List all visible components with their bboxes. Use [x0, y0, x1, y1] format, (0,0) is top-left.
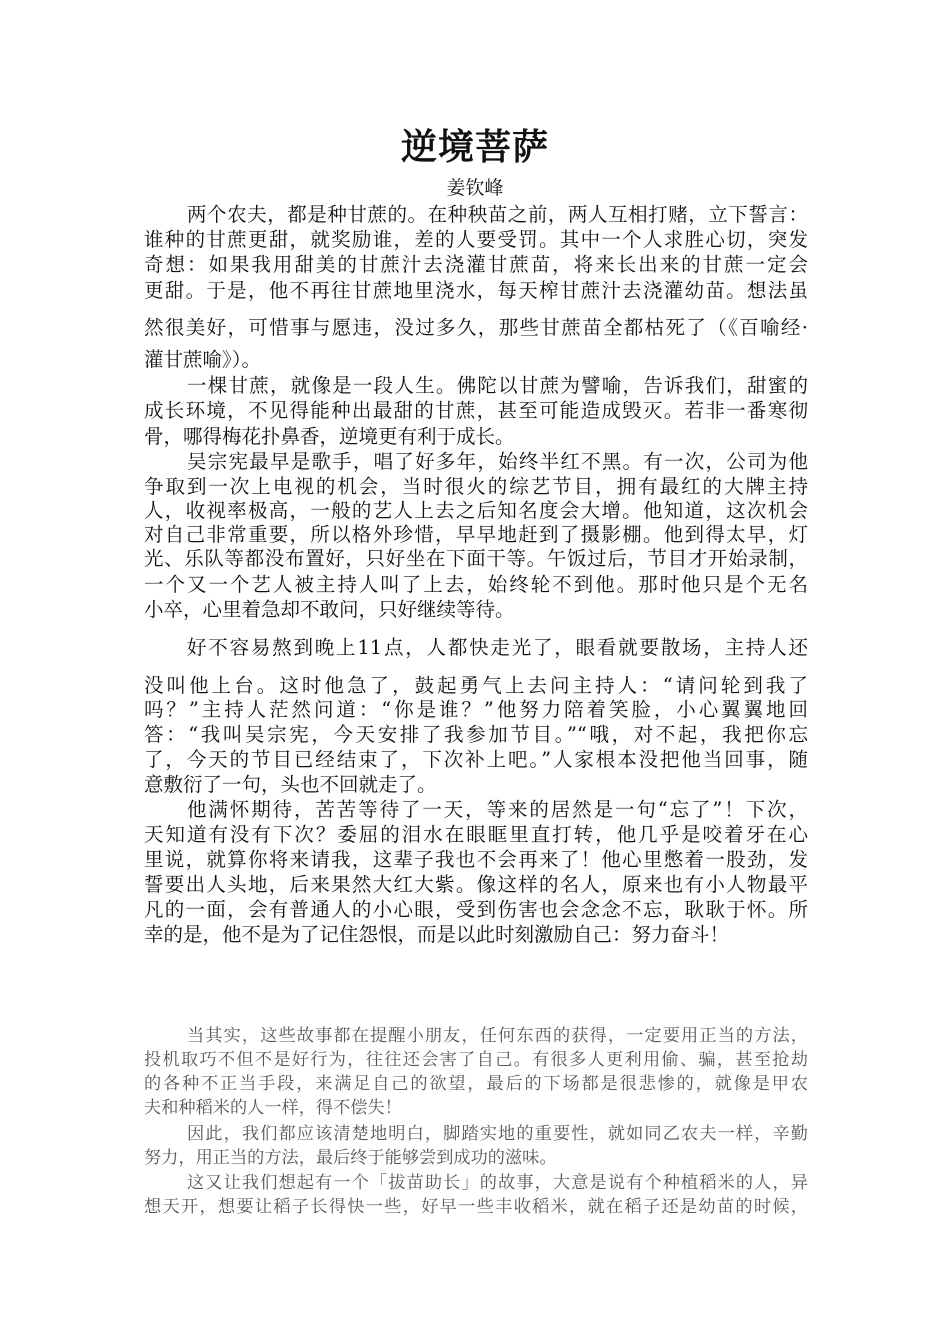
article-title: 逆境菩萨: [400, 126, 549, 168]
body-line: 一个又一个艺人被主持人叫了上去，始终轮不到他。那时他只是个无名: [144, 573, 808, 596]
body-line: 更甜。于是，他不再往甘蔗地里浇水，每天榨甘蔗汁去浇灌幼苗。想法虽: [144, 279, 808, 302]
body-line: 对自己非常重要，所以格外珍惜，早早地赶到了摄影棚。他到得太早，灯: [144, 523, 808, 546]
body-line: 奇想：如果我用甜美的甘蔗汁去浇灌甘蔗苗，将来长出来的甘蔗一定会: [144, 253, 808, 276]
body-line: 答：“我叫吴宗宪，今天安排了我参加节目。”“哦，对不起，我把你忘: [144, 723, 808, 746]
article-author: 姜钦峰: [446, 177, 504, 199]
body-line: 誓要出人头地，后来果然大红大紫。像这样的名人，原来也有小人物最平: [144, 873, 808, 896]
footer-line: 这又让我们想起有一个「拔苗助长」的故事，大意是说有个种植稻米的人，异: [187, 1173, 808, 1193]
footer-line: 的各种不正当手段，来满足自己的欲望，最后的下场都是很悲惨的，就像是甲农: [144, 1074, 808, 1094]
body-line: 里说，就算你将来请我，这辈子我也不会再来了！他心里憋着一股劲，发: [144, 848, 808, 871]
body-line: 吴宗宪最早是歌手，唱了好多年，始终半红不黑。有一次，公司为他: [187, 450, 808, 473]
body-line: 争取到一次上电视的机会，当时很火的综艺节目，拥有最红的大牌主持: [144, 475, 808, 498]
body-line: 凡的一面，会有普通人的小心眼，受到伤害也会念念不忘，耿耿于怀。所: [144, 898, 808, 921]
body-line: 小卒，心里着急却不敢问，只好继续等待。: [144, 598, 515, 621]
body-line: 他满怀期待，苦苦等待了一天，等来的居然是一句“忘了”！下次，: [187, 798, 808, 821]
body-line: 天知道有没有下次？委屈的泪水在眼眶里直打转，他几乎是咬着牙在心: [144, 823, 808, 846]
body-line: 吗？”主持人茫然问道：“你是谁？”他努力陪着笑脸，小心翼翼地回: [144, 698, 808, 721]
body-line: 意敷衍了一句，头也不回就走了。: [144, 773, 437, 796]
body-line: 成长环境，不见得能种出最甜的甘蔗，甚至可能造成毁灭。若非一番寒彻: [144, 399, 808, 422]
body-line: 幸的是，他不是为了记住怨恨，而是以此时刻激励自己：努力奋斗！: [144, 923, 730, 946]
body-line: 谁种的甘蔗更甜，就奖励谁，差的人要受罚。其中一个人求胜心切，突发: [144, 228, 808, 251]
body-line: 然很美好，可惜事与愿违，没过多久，那些甘蔗苗全都枯死了（《百喻经·: [144, 316, 808, 339]
body-line: 灌甘蔗喻》）。: [144, 348, 262, 371]
body-line: 了，今天的节目已经结束了，下次补上吧。”人家根本没把他当回事，随: [144, 748, 808, 771]
body-line: 一棵甘蔗，就像是一段人生。佛陀以甘蔗为譬喻，告诉我们，甜蜜的: [187, 374, 808, 397]
body-line: 人，收视率极高，一般的艺人上去之后知名度会大增。他知道，这次机会: [144, 499, 808, 522]
body-line: 光、乐队等都没布置好，只好坐在下面干等。午饭过后，节目才开始录制，: [144, 547, 808, 570]
footer-line: 夫和种稻米的人一样，得不偿失！: [144, 1098, 402, 1118]
footer-line: 投机取巧不但不是好行为，往往还会害了自己。有很多人更利用偷、骗，甚至抢劫: [144, 1050, 808, 1070]
footer-line: 当其实，这些故事都在提醒小朋友，任何东西的获得，一定要用正当的方法，: [187, 1026, 808, 1046]
body-line: 好不容易熬到晚上11点，人都快走光了，眼看就要散场，主持人还: [187, 636, 808, 659]
footer-line: 努力，用正当的方法，最后终于能够尝到成功的滋味。: [144, 1148, 557, 1168]
footer-line: 因此，我们都应该清楚地明白，脚踏实地的重要性，就如同乙农夫一样，辛勤: [187, 1124, 808, 1144]
body-line: 骨，哪得梅花扑鼻香，逆境更有利于成长。: [144, 425, 515, 448]
body-line: 两个农夫，都是种甘蔗的。在种秧苗之前，两人互相打赌，立下誓言：: [187, 203, 808, 226]
body-line: 没叫他上台。这时他急了，鼓起勇气上去问主持人：“请问轮到我了: [144, 674, 808, 697]
footer-line: 想天开，想要让稻子长得快一些，好早一些丰收稻米，就在稻子还是幼苗的时候，: [144, 1197, 808, 1217]
